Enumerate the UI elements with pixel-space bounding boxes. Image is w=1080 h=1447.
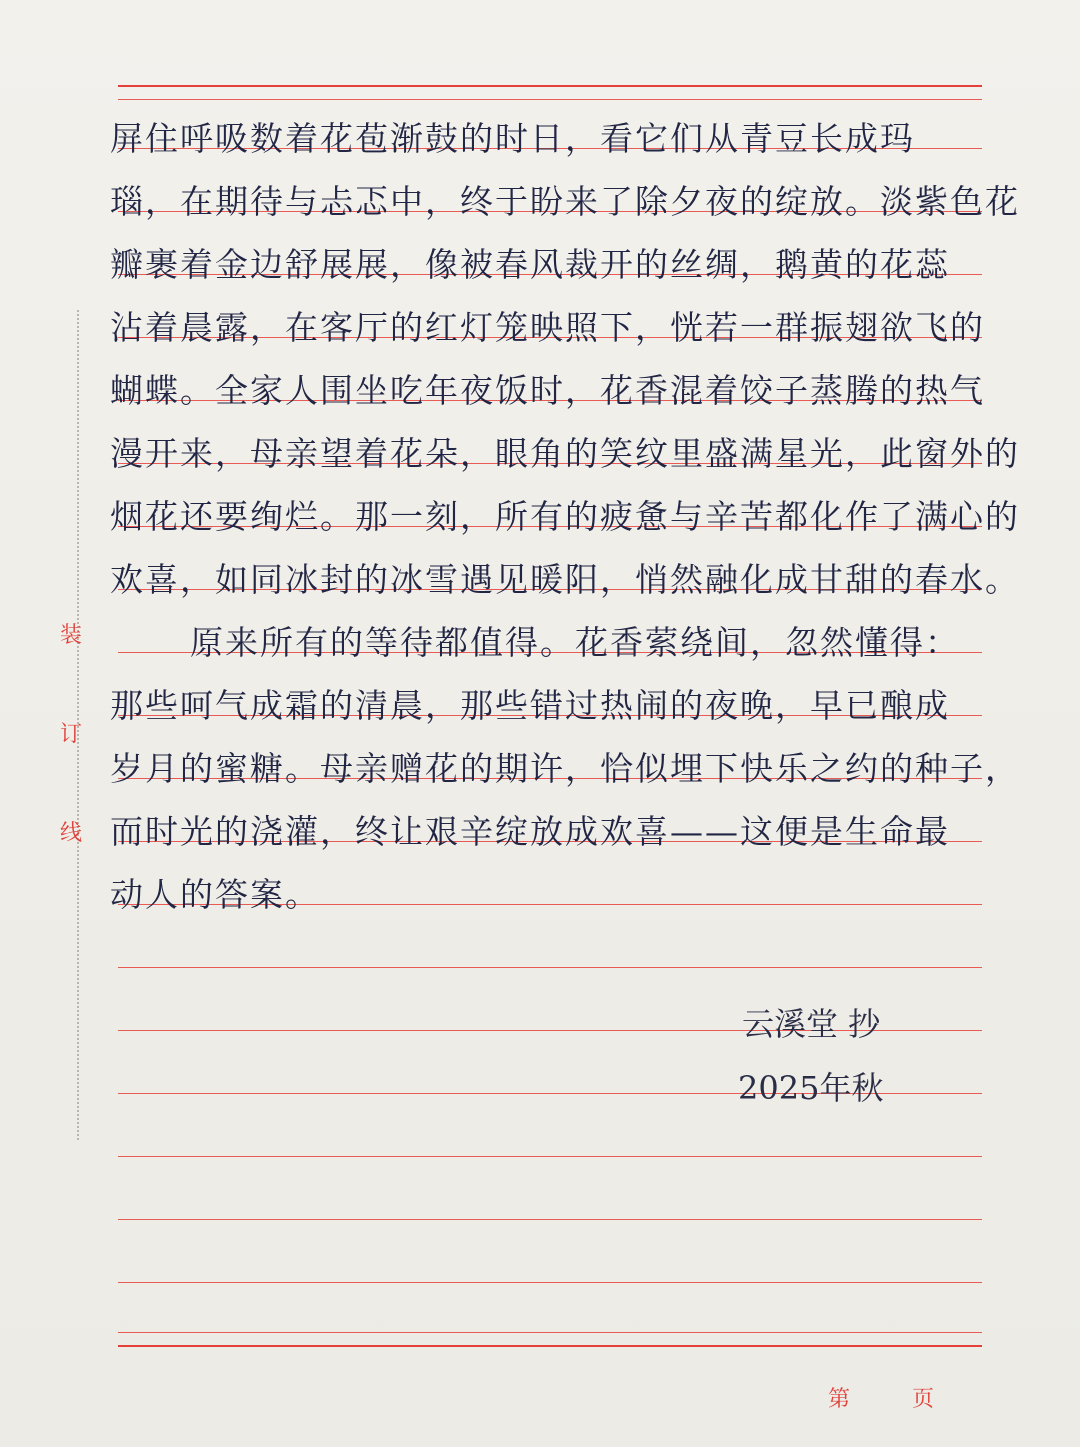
ruled-line [118,1156,982,1157]
ruled-line [118,85,982,87]
essay-line: 而时光的浇灌，终让艰辛绽放成欢喜——这便是生命最 [110,812,950,851]
essay-line: 沾着晨露，在客厅的红灯笼映照下，恍若一群振翅欲飞的 [110,308,985,347]
ruled-line [118,1345,982,1347]
essay-line: 蝴蝶。全家人围坐吃年夜饭时，花香混着饺子蒸腾的热气 [110,371,985,410]
binding-label-ding: 订 [59,722,82,747]
signature-date: 2025年秋 [738,1069,884,1107]
ruled-line [118,1219,982,1220]
essay-line: 那些呵气成霜的清晨，那些错过热闹的夜晚，早已酿成 [110,686,950,725]
binding-label-zhuang: 装 [59,623,82,648]
ruled-line-top-double [118,99,982,100]
page-number-suffix: 页 [912,1387,935,1412]
ruled-line-bottom-double [118,1332,982,1333]
essay-line: 烟花还要绚烂。那一刻，所有的疲惫与辛苦都化作了满心的 [110,497,1020,536]
binding-label-xian: 线 [59,821,82,846]
ruled-line [118,967,982,968]
essay-line: 瑙，在期待与忐忑中，终于盼来了除夕夜的绽放。淡紫色花 [110,182,1020,221]
signature-name: 云溪堂 抄 [742,1005,881,1043]
essay-line: 岁月的蜜糖。母亲赠花的期许，恰似埋下快乐之约的种子， [110,749,1020,788]
ruled-line [118,1282,982,1283]
page-number-prefix: 第 [828,1387,851,1412]
essay-line-paragraph-start: 原来所有的等待都值得。花香萦绕间，忽然懂得： [190,623,960,662]
essay-line: 屏住呼吸数着花苞渐鼓的时日，看它们从青豆长成玛 [110,119,915,158]
essay-line: 动人的答案。 [110,875,320,914]
essay-line: 欢喜，如同冰封的冰雪遇见暖阳，悄然融化成甘甜的春水。 [110,560,1020,599]
essay-line: 漫开来，母亲望着花朵，眼角的笑纹里盛满星光，此窗外的 [110,434,1020,473]
essay-line: 瓣裹着金边舒展展，像被春风裁开的丝绸，鹅黄的花蕊 [110,245,950,284]
